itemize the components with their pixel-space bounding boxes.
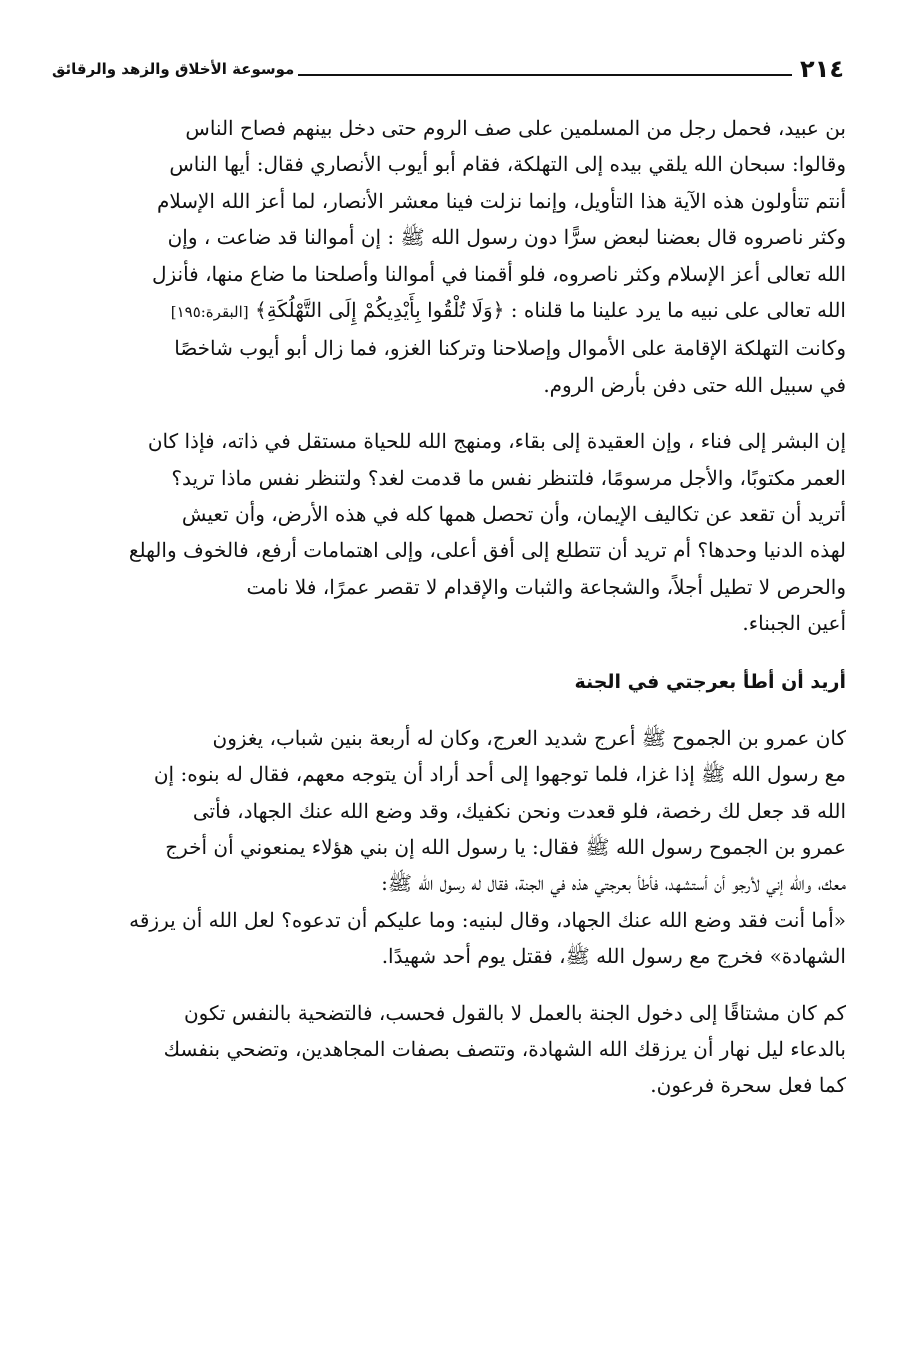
page-number: ٢١٤	[800, 55, 844, 83]
hadith-line: «أما أنت فقد وضع الله عنك الجهاد، وقال لبنيه: وما عليكم أن تدعوه؟ لعل الله أن يرزقه	[129, 907, 846, 932]
hadith-line: الشهادة» فخرج مع رسول الله ﷺ، فقتل يوم أحد شهيدًا.	[381, 944, 846, 969]
running-header	[52, 52, 844, 86]
page-body	[74, 110, 846, 1104]
text-line: كان عمرو بن الجموح ﷺ أعرج شديد العرج، وكان له أربعة بنين شباب، يغزون	[212, 725, 846, 750]
text-line-with-verse	[74, 292, 846, 330]
paragraph-1	[74, 110, 846, 403]
text-line: إن البشر إلى فناء ، وإن العقيدة إلى بقاء، ومنهج الله للحياة مستقل في ذاته، فإذا كان	[147, 429, 846, 454]
text-line: بالدعاء ليل نهار أن يرزقك الله الشهادة، وتتصف بصفات المجاهدين، وتضحي بنفسك	[163, 1036, 846, 1061]
text-line: لهذه الدنيا وحدها؟ أم تريد أن تتطلع إلى أفق أعلى، وإلى اهتمامات أرفع، فالخوف والهلع	[128, 538, 846, 563]
text-line: أتريد أن تقعد عن تكاليف الإيمان، وأن تحصل همها كله في هذه الأرض، وأن تعيش	[181, 502, 846, 527]
verse-reference: [البقرة:١٩٥]	[170, 303, 249, 322]
text-line: الله تعالى أعز الإسلام وكثر ناصروه، فلو أقمنا في أموالنا وأصلحنا ما ضاع منها، فأنزل	[151, 261, 846, 286]
paragraph-spacer	[74, 700, 846, 720]
text-line: وقالوا: سبحان الله يلقي بيده إلى التهلكة، فقام أبو أيوب الأنصاري فقال: أيها الناس	[169, 152, 846, 177]
text-line: مع رسول الله ﷺ إذا غزا، فلما توجهوا إلى أحد أراد أن يتوجه معهم، فقال له بنوه: إن	[153, 762, 846, 787]
text-line: بن عبيد، فحمل رجل من المسلمين على صف الروم حتى دخل بينهم فصاح الناس	[185, 116, 846, 140]
paragraph-spacer	[74, 975, 846, 995]
text-line: وكثر ناصروه قال بعضنا لبعض سرًّا دون رسول الله ﷺ : إن أموالنا قد ضاعت ، وإن	[167, 225, 846, 250]
text-line: عمرو بن الجموح رسول الله ﷺ فقال: يا رسول الله إن بني هؤلاء يمنعوني أن أخرج	[165, 834, 846, 859]
paragraph-4	[74, 995, 846, 1104]
book-title: موسوعة الأخلاق والزهد والرقائق	[52, 59, 295, 78]
paragraph-3	[74, 720, 846, 975]
section-heading: أريد أن أطأ بعرجتي في الجنة	[574, 670, 846, 693]
text-line: كم كان مشتاقًا إلى دخول الجنة بالعمل لا بالقول فحسب، فالتضحية بالنفس تكون	[183, 1000, 846, 1025]
verse-line-text: الله تعالى على نبيه ما يرد علينا ما قلناه : ﴿وَلَا تُلْقُوا بِأَيْدِيكُمْ إِلَى التَّهْلُكَةِ﴾	[255, 298, 846, 323]
text-line: أنتم تتأولون هذه الآية هذا التأويل، وإنما نزلت فينا معشر الأنصار، لما أعز الله الإسلام	[156, 188, 846, 213]
text-line: وكانت التهلكة الإقامة على الأموال وإصلاحنا وتركنا الغزو، فما زال أبو أيوب شاخصًا	[174, 336, 846, 361]
header-rule	[298, 74, 792, 76]
text-line: الله قد جعل لك رخصة، فلو قعدت ونحن نكفيك، وقد وضع الله عنك الجهاد، فأتى	[192, 798, 846, 823]
text-line: العمر مكتوبًا، والأجل مرسومًا، فلتنظر نفس ما قدمت لغد؟ ولتنظر نفس ماذا تريد؟	[171, 465, 846, 490]
text-line: والحرص لا تطيل أجلاً، والشجاعة والثبات والإقدام لا تقصر عمرًا، فلا نامت	[246, 574, 846, 599]
text-line: معك، والله إني لأرجو أن أستشهد، فأطأ بعرجتي هذه في الجنة، فقال له رسول الله ﷺ:	[381, 871, 846, 896]
text-line: في سبيل الله حتى دفن بأرض الروم.	[543, 372, 846, 397]
paragraph-2	[74, 423, 846, 641]
paragraph-spacer	[74, 403, 846, 423]
text-line: كما فعل سحرة فرعون.	[650, 1073, 846, 1098]
heading-spacer	[74, 642, 846, 664]
text-line: أعين الجبناء.	[742, 611, 846, 636]
